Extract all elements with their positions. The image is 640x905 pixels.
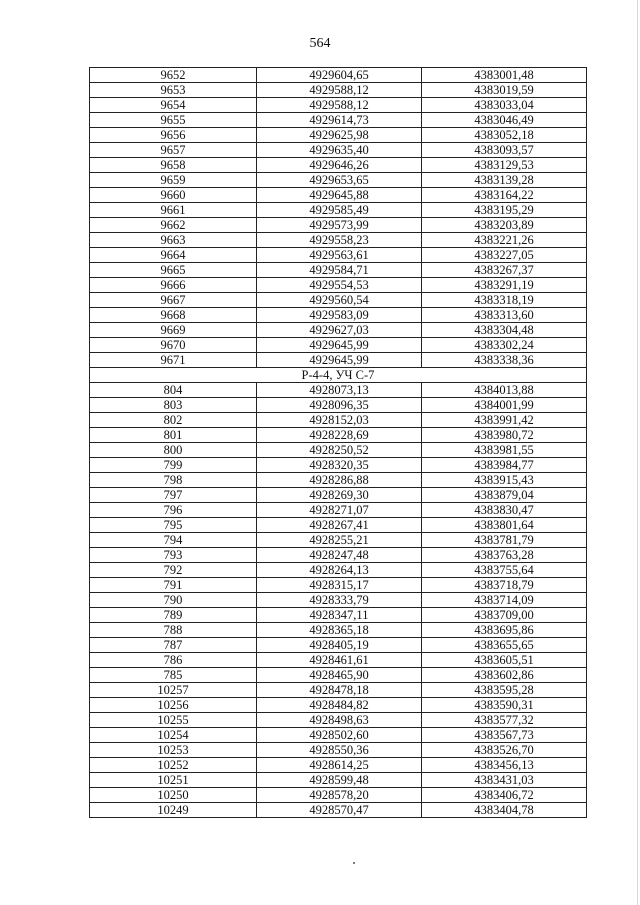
y-coordinate-cell: 4383139,28 [422, 173, 587, 188]
x-coordinate-cell: 4929604,65 [257, 68, 422, 83]
point-number-cell: 10257 [90, 683, 257, 698]
point-number-cell: 10253 [90, 743, 257, 758]
scan-speck [353, 862, 355, 864]
section-heading-row [90, 368, 587, 383]
x-coordinate-cell: 4929588,12 [257, 83, 422, 98]
x-coordinate-cell: 4929558,23 [257, 233, 422, 248]
y-coordinate-cell: 4383338,36 [422, 353, 587, 368]
table-row [90, 533, 587, 548]
point-number-cell: 793 [90, 548, 257, 563]
table-row [90, 698, 587, 713]
table-row [90, 98, 587, 113]
table-row [90, 293, 587, 308]
coordinates-table-body [90, 68, 587, 818]
x-coordinate-cell: 4928599,48 [257, 773, 422, 788]
x-coordinate-cell: 4928570,47 [257, 803, 422, 818]
table-row [90, 473, 587, 488]
x-coordinate-cell: 4929645,99 [257, 338, 422, 353]
y-coordinate-cell: 4383655,65 [422, 638, 587, 653]
table-row [90, 758, 587, 773]
y-coordinate-cell: 4383456,13 [422, 758, 587, 773]
point-number-cell: 9671 [90, 353, 257, 368]
y-coordinate-cell: 4383577,32 [422, 713, 587, 728]
x-coordinate-cell: 4929554,53 [257, 278, 422, 293]
point-number-cell: 10256 [90, 698, 257, 713]
x-coordinate-cell: 4929635,40 [257, 143, 422, 158]
x-coordinate-cell: 4929625,98 [257, 128, 422, 143]
table-row [90, 323, 587, 338]
point-number-cell: 792 [90, 563, 257, 578]
table-row [90, 488, 587, 503]
point-number-cell: 10255 [90, 713, 257, 728]
point-number-cell: 9653 [90, 83, 257, 98]
point-number-cell: 796 [90, 503, 257, 518]
y-coordinate-cell: 4383046,49 [422, 113, 587, 128]
point-number-cell: 801 [90, 428, 257, 443]
x-coordinate-cell: 4928484,82 [257, 698, 422, 713]
point-number-cell: 797 [90, 488, 257, 503]
table-row [90, 788, 587, 803]
y-coordinate-cell: 4383605,51 [422, 653, 587, 668]
y-coordinate-cell: 4383567,73 [422, 728, 587, 743]
table-row [90, 638, 587, 653]
y-coordinate-cell: 4383981,55 [422, 443, 587, 458]
table-row [90, 428, 587, 443]
point-number-cell: 10254 [90, 728, 257, 743]
table-row [90, 548, 587, 563]
y-coordinate-cell: 4383052,18 [422, 128, 587, 143]
point-number-cell: 9663 [90, 233, 257, 248]
y-coordinate-cell: 4383709,00 [422, 608, 587, 623]
table-row [90, 653, 587, 668]
x-coordinate-cell: 4928267,41 [257, 518, 422, 533]
table-row [90, 743, 587, 758]
x-coordinate-cell: 4928405,19 [257, 638, 422, 653]
table-row [90, 233, 587, 248]
x-coordinate-cell: 4928286,88 [257, 473, 422, 488]
x-coordinate-cell: 4928550,36 [257, 743, 422, 758]
table-row [90, 413, 587, 428]
point-number-cell: 9660 [90, 188, 257, 203]
x-coordinate-cell: 4929645,99 [257, 353, 422, 368]
table-row [90, 203, 587, 218]
y-coordinate-cell: 4383313,60 [422, 308, 587, 323]
x-coordinate-cell: 4928478,18 [257, 683, 422, 698]
x-coordinate-cell: 4928614,25 [257, 758, 422, 773]
table-row [90, 593, 587, 608]
point-number-cell: 804 [90, 383, 257, 398]
point-number-cell: 10249 [90, 803, 257, 818]
y-coordinate-cell: 4383830,47 [422, 503, 587, 518]
table-row [90, 578, 587, 593]
y-coordinate-cell: 4383714,09 [422, 593, 587, 608]
y-coordinate-cell: 4383718,79 [422, 578, 587, 593]
x-coordinate-cell: 4929563,61 [257, 248, 422, 263]
point-number-cell: 9652 [90, 68, 257, 83]
page-number: 564 [309, 36, 331, 51]
x-coordinate-cell: 4928096,35 [257, 398, 422, 413]
x-coordinate-cell: 4928502,60 [257, 728, 422, 743]
y-coordinate-cell: 4383980,72 [422, 428, 587, 443]
table-row [90, 158, 587, 173]
x-coordinate-cell: 4928578,20 [257, 788, 422, 803]
x-coordinate-cell: 4929588,12 [257, 98, 422, 113]
y-coordinate-cell: 4383093,57 [422, 143, 587, 158]
point-number-cell: 9669 [90, 323, 257, 338]
y-coordinate-cell: 4383526,70 [422, 743, 587, 758]
x-coordinate-cell: 4929614,73 [257, 113, 422, 128]
table-row [90, 278, 587, 293]
point-number-cell: 9658 [90, 158, 257, 173]
x-coordinate-cell: 4929653,65 [257, 173, 422, 188]
x-coordinate-cell: 4928264,13 [257, 563, 422, 578]
table-row [90, 143, 587, 158]
x-coordinate-cell: 4928365,18 [257, 623, 422, 638]
table-row [90, 218, 587, 233]
y-coordinate-cell: 4383879,04 [422, 488, 587, 503]
point-number-cell: 787 [90, 638, 257, 653]
y-coordinate-cell: 4383291,19 [422, 278, 587, 293]
table-row [90, 563, 587, 578]
point-number-cell: 9656 [90, 128, 257, 143]
table-row [90, 458, 587, 473]
point-number-cell: 9654 [90, 98, 257, 113]
y-coordinate-cell: 4383406,72 [422, 788, 587, 803]
x-coordinate-cell: 4928271,07 [257, 503, 422, 518]
point-number-cell: 10252 [90, 758, 257, 773]
scan-edge [637, 0, 638, 905]
y-coordinate-cell: 4384001,99 [422, 398, 587, 413]
table-row [90, 773, 587, 788]
x-coordinate-cell: 4928269,30 [257, 488, 422, 503]
y-coordinate-cell: 4383781,79 [422, 533, 587, 548]
table-row [90, 398, 587, 413]
coordinates-table [89, 67, 587, 818]
table-row [90, 503, 587, 518]
x-coordinate-cell: 4928320,35 [257, 458, 422, 473]
table-row [90, 263, 587, 278]
y-coordinate-cell: 4383001,48 [422, 68, 587, 83]
x-coordinate-cell: 4929573,99 [257, 218, 422, 233]
x-coordinate-cell: 4928333,79 [257, 593, 422, 608]
x-coordinate-cell: 4928461,61 [257, 653, 422, 668]
table-row [90, 128, 587, 143]
y-coordinate-cell: 4383991,42 [422, 413, 587, 428]
table-row [90, 383, 587, 398]
table-row [90, 803, 587, 818]
table-row [90, 248, 587, 263]
point-number-cell: 9659 [90, 173, 257, 188]
y-coordinate-cell: 4383590,31 [422, 698, 587, 713]
y-coordinate-cell: 4383203,89 [422, 218, 587, 233]
y-coordinate-cell: 4383302,24 [422, 338, 587, 353]
point-number-cell: 794 [90, 533, 257, 548]
x-coordinate-cell: 4928255,21 [257, 533, 422, 548]
y-coordinate-cell: 4383033,04 [422, 98, 587, 113]
point-number-cell: 9666 [90, 278, 257, 293]
y-coordinate-cell: 4383019,59 [422, 83, 587, 98]
table-row [90, 173, 587, 188]
y-coordinate-cell: 4383915,43 [422, 473, 587, 488]
y-coordinate-cell: 4383195,29 [422, 203, 587, 218]
x-coordinate-cell: 4929560,54 [257, 293, 422, 308]
point-number-cell: 799 [90, 458, 257, 473]
y-coordinate-cell: 4383304,48 [422, 323, 587, 338]
section-heading: Р-4-4, УЧ С-7 [90, 368, 587, 383]
point-number-cell: 9661 [90, 203, 257, 218]
point-number-cell: 786 [90, 653, 257, 668]
y-coordinate-cell: 4383221,26 [422, 233, 587, 248]
y-coordinate-cell: 4383595,28 [422, 683, 587, 698]
y-coordinate-cell: 4383164,22 [422, 188, 587, 203]
point-number-cell: 789 [90, 608, 257, 623]
table-row [90, 683, 587, 698]
y-coordinate-cell: 4383267,37 [422, 263, 587, 278]
y-coordinate-cell: 4384013,88 [422, 383, 587, 398]
point-number-cell: 10251 [90, 773, 257, 788]
x-coordinate-cell: 4928498,63 [257, 713, 422, 728]
point-number-cell: 802 [90, 413, 257, 428]
point-number-cell: 790 [90, 593, 257, 608]
point-number-cell: 785 [90, 668, 257, 683]
point-number-cell: 10250 [90, 788, 257, 803]
table-row [90, 308, 587, 323]
y-coordinate-cell: 4383602,86 [422, 668, 587, 683]
y-coordinate-cell: 4383431,03 [422, 773, 587, 788]
table-row [90, 728, 587, 743]
point-number-cell: 9665 [90, 263, 257, 278]
x-coordinate-cell: 4928073,13 [257, 383, 422, 398]
x-coordinate-cell: 4928247,48 [257, 548, 422, 563]
point-number-cell: 9662 [90, 218, 257, 233]
x-coordinate-cell: 4928347,11 [257, 608, 422, 623]
x-coordinate-cell: 4928465,90 [257, 668, 422, 683]
y-coordinate-cell: 4383227,05 [422, 248, 587, 263]
table-row [90, 188, 587, 203]
x-coordinate-cell: 4928315,17 [257, 578, 422, 593]
table-row [90, 518, 587, 533]
x-coordinate-cell: 4929583,09 [257, 308, 422, 323]
x-coordinate-cell: 4929646,26 [257, 158, 422, 173]
y-coordinate-cell: 4383984,77 [422, 458, 587, 473]
table-row [90, 623, 587, 638]
table-row [90, 113, 587, 128]
table-row [90, 668, 587, 683]
x-coordinate-cell: 4929585,49 [257, 203, 422, 218]
table-row [90, 443, 587, 458]
y-coordinate-cell: 4383755,64 [422, 563, 587, 578]
x-coordinate-cell: 4928250,52 [257, 443, 422, 458]
table-row [90, 83, 587, 98]
y-coordinate-cell: 4383129,53 [422, 158, 587, 173]
point-number-cell: 9670 [90, 338, 257, 353]
y-coordinate-cell: 4383695,86 [422, 623, 587, 638]
table-row [90, 353, 587, 368]
point-number-cell: 798 [90, 473, 257, 488]
table-row [90, 338, 587, 353]
point-number-cell: 795 [90, 518, 257, 533]
table-row [90, 713, 587, 728]
x-coordinate-cell: 4929645,88 [257, 188, 422, 203]
y-coordinate-cell: 4383404,78 [422, 803, 587, 818]
point-number-cell: 788 [90, 623, 257, 638]
x-coordinate-cell: 4929584,71 [257, 263, 422, 278]
x-coordinate-cell: 4928152,03 [257, 413, 422, 428]
point-number-cell: 800 [90, 443, 257, 458]
table-row [90, 608, 587, 623]
point-number-cell: 9668 [90, 308, 257, 323]
point-number-cell: 803 [90, 398, 257, 413]
point-number-cell: 9667 [90, 293, 257, 308]
table-row [90, 68, 587, 83]
point-number-cell: 9655 [90, 113, 257, 128]
y-coordinate-cell: 4383801,64 [422, 518, 587, 533]
y-coordinate-cell: 4383318,19 [422, 293, 587, 308]
point-number-cell: 791 [90, 578, 257, 593]
point-number-cell: 9657 [90, 143, 257, 158]
y-coordinate-cell: 4383763,28 [422, 548, 587, 563]
x-coordinate-cell: 4928228,69 [257, 428, 422, 443]
point-number-cell: 9664 [90, 248, 257, 263]
x-coordinate-cell: 4929627,03 [257, 323, 422, 338]
